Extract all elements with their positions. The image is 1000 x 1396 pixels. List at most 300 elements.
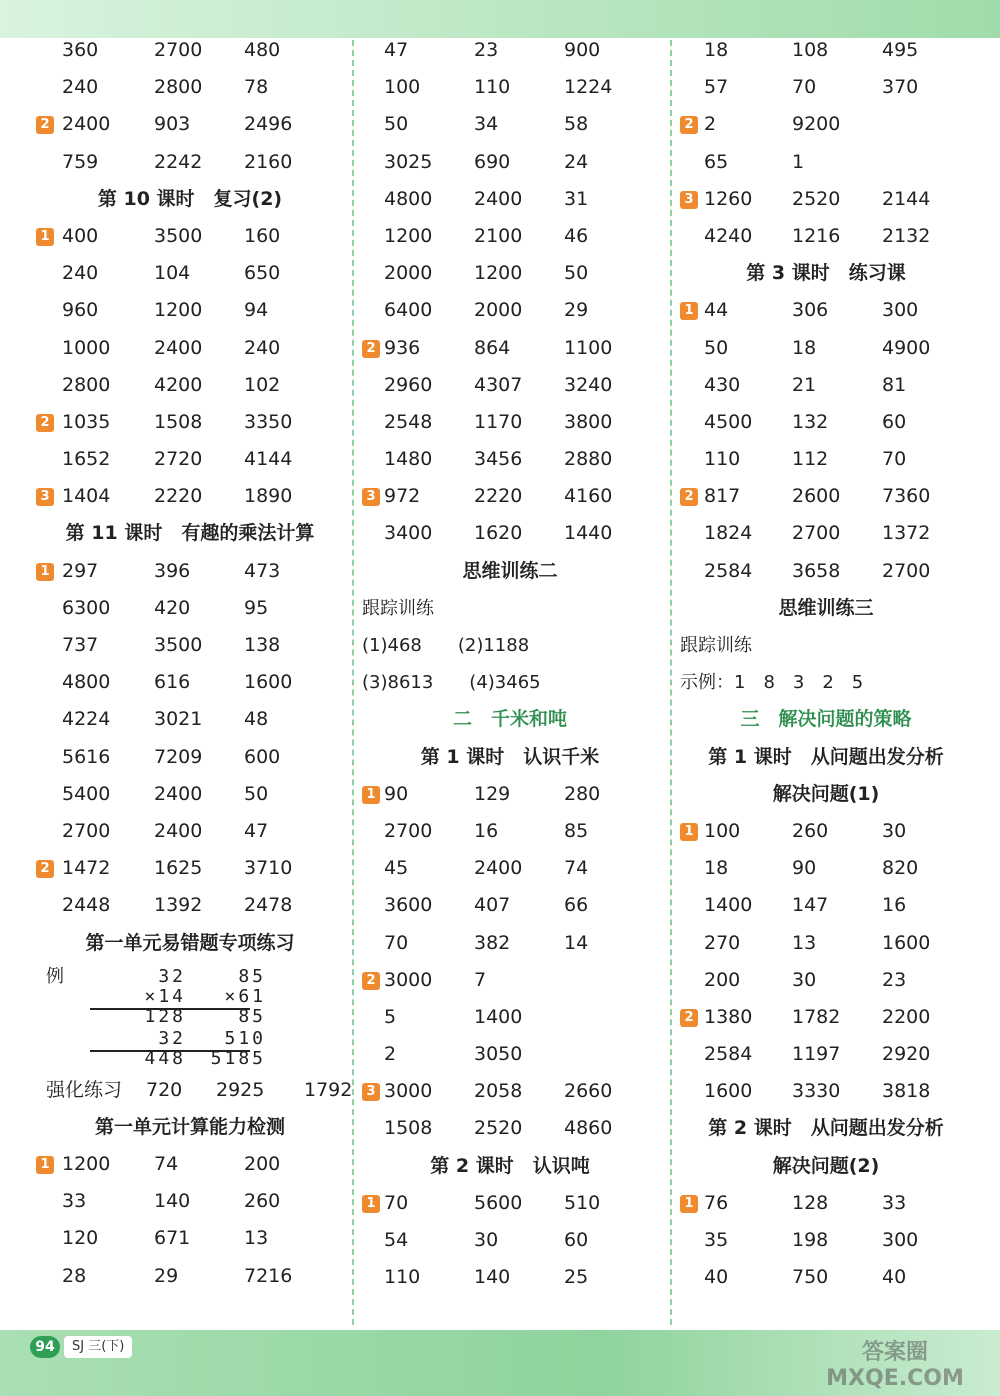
answer-value: 2520 (792, 187, 841, 210)
answer-value: 4307 (474, 373, 523, 396)
answer-value: 100 (704, 819, 741, 842)
answer-value: 2400 (154, 336, 203, 359)
answer-value: 25 (564, 1266, 589, 1289)
answer-value: 1380 (704, 1005, 753, 1028)
answer-value: 110 (384, 1266, 421, 1289)
answer-row (36, 887, 344, 924)
answer-value: 4160 (564, 485, 613, 508)
answer-value: 13 (244, 1227, 269, 1250)
answer-value: 70 (882, 448, 907, 471)
answer-row (36, 441, 344, 478)
answer-value: 370 (882, 76, 919, 99)
answer-value: 300 (882, 299, 919, 322)
answer-row (358, 1036, 662, 1073)
answer-value: 2 (384, 1043, 397, 1066)
answer-row (676, 925, 976, 962)
answer-value: 690 (474, 150, 511, 173)
answer-value: 14 (564, 931, 589, 954)
answer-row (358, 441, 662, 478)
answer-value: 65 (704, 150, 729, 173)
answer-value: 270 (704, 931, 741, 954)
answer-row (676, 218, 976, 255)
answer-value: 100 (384, 76, 421, 99)
answer-value: 750 (792, 1266, 829, 1289)
question-number-badge: 2 (680, 488, 698, 506)
answer-value: 7 (474, 968, 487, 991)
answer-value: 2800 (154, 76, 203, 99)
answer-value: 1472 (62, 857, 111, 880)
answer-value: 7216 (244, 1264, 293, 1287)
answer-value: 50 (244, 782, 269, 805)
answer-row (676, 32, 976, 69)
section-title: 第 2 课时 认识吨 (430, 1154, 590, 1177)
answer-value: 4860 (564, 1117, 613, 1140)
answer-value: 2242 (154, 150, 203, 173)
answer-value: 102 (244, 373, 281, 396)
answer-value: 1600 (244, 671, 293, 694)
answer-row (358, 218, 662, 255)
answer-column-3 (676, 32, 976, 1296)
vertical-multiplication-example (36, 962, 344, 1072)
answer-value: 240 (62, 262, 99, 285)
answer-row (358, 776, 662, 813)
answer-value: 1600 (882, 931, 931, 954)
answer-value: 76 (704, 1191, 729, 1214)
answer-value: 33 (62, 1190, 87, 1213)
answer-value: 200 (244, 1153, 281, 1176)
answer-value: 1200 (474, 262, 523, 285)
answer-value: 396 (154, 559, 191, 582)
question-number-badge: 1 (680, 823, 698, 841)
answer-row (36, 701, 344, 738)
answer-value: 33 (882, 1191, 907, 1214)
answer-row (36, 478, 344, 515)
answer-value: 2700 (882, 559, 931, 582)
answer-value: 2600 (792, 485, 841, 508)
answer-value: 50 (704, 336, 729, 359)
answer-row (358, 330, 662, 367)
answer-row (358, 962, 662, 999)
answer-row (676, 1073, 976, 1110)
answer-value: 1480 (384, 448, 433, 471)
answer-value: 35 (704, 1229, 729, 1251)
answer-value: 1170 (474, 410, 523, 433)
answer-value: 1400 (474, 1005, 523, 1028)
answer-value: 1782 (792, 1005, 841, 1028)
answer-value: 2520 (474, 1117, 523, 1140)
section-title: 解决问题(1) (772, 782, 880, 805)
section-title: 第一单元易错题专项练习 (85, 931, 295, 954)
answer-value: 47 (244, 819, 269, 842)
answer-row (358, 515, 662, 552)
answer-value: 4900 (882, 336, 931, 359)
answer-value: 2700 (154, 39, 203, 61)
answer-value: 30 (882, 819, 907, 842)
answer-value: 360 (62, 39, 99, 61)
answer-value: 1200 (154, 299, 203, 322)
answer-value: 2496 (244, 113, 293, 136)
answer-value: 50 (564, 262, 589, 285)
answer-value: 720 (146, 1078, 183, 1101)
answer-value: 473 (244, 559, 281, 582)
answer-value: 1440 (564, 522, 613, 545)
watermark-line-2: MXQE.COM (826, 1366, 964, 1391)
answer-text: 跟踪训练 (362, 597, 434, 619)
answer-value: 16 (474, 819, 499, 842)
calc-line: ×61 (224, 985, 266, 1007)
question-number-badge: 3 (362, 488, 380, 506)
answer-value: 18 (704, 857, 729, 880)
answer-value: 3400 (384, 522, 433, 545)
answer-value: 4144 (244, 448, 293, 471)
answer-row (36, 367, 344, 404)
answer-row (358, 925, 662, 962)
answer-value: 66 (564, 894, 589, 917)
answer-row (36, 590, 344, 627)
question-number-badge: 2 (36, 116, 54, 134)
answer-value: 2700 (62, 819, 111, 842)
answer-value: 110 (474, 76, 511, 99)
answer-value: 2700 (384, 819, 433, 842)
answer-value: 110 (704, 448, 741, 471)
answer-text: 跟踪训练 (680, 635, 752, 656)
answer-value: 3600 (384, 894, 433, 917)
answer-column-2 (358, 32, 662, 1296)
answer-row (358, 1222, 662, 1259)
answer-value: 104 (154, 262, 191, 285)
answer-row (36, 32, 344, 69)
answer-value: 70 (792, 76, 817, 99)
answer-value: 45 (384, 857, 409, 880)
answer-value: 3350 (244, 410, 293, 433)
answer-value: 3800 (564, 410, 613, 433)
answer-value: 1224 (564, 76, 613, 99)
answer-value: 400 (62, 224, 99, 247)
answer-row (36, 255, 344, 292)
answer-value: 903 (154, 113, 191, 136)
answer-row (36, 1183, 344, 1220)
question-number-badge: 2 (362, 972, 380, 990)
answer-row (358, 292, 662, 329)
calc-rule (170, 1050, 250, 1052)
question-number-badge: 3 (36, 488, 54, 506)
answer-value: 138 (244, 634, 281, 656)
answer-row (36, 1146, 344, 1183)
book-label: SJ 三(下) (64, 1336, 132, 1358)
section-title: 第 10 课时 复习(2) (97, 187, 283, 210)
calc-line: 32 (158, 965, 186, 987)
unit-title: 三 解决问题的策略 (740, 708, 912, 731)
answer-value: 50 (384, 113, 409, 136)
answer-value: 306 (792, 299, 829, 322)
answer-row (36, 553, 344, 590)
answer-row (36, 106, 344, 143)
answer-value: 1824 (704, 522, 753, 545)
answer-value: 260 (244, 1190, 281, 1213)
answer-value: 95 (244, 596, 269, 619)
answer-value: 1260 (704, 187, 753, 210)
answer-value: 7209 (154, 745, 203, 768)
answer-value: 1400 (704, 894, 753, 917)
answer-value: 129 (474, 782, 511, 805)
answer-value: 1100 (564, 336, 613, 359)
answer-value: 2660 (564, 1080, 613, 1103)
answer-value: 30 (792, 968, 817, 991)
answer-row (36, 218, 344, 255)
calc-line: 32 (158, 1027, 186, 1049)
answer-row (36, 404, 344, 441)
answer-value: 1890 (244, 485, 293, 508)
answer-row (358, 887, 662, 924)
answer-value: 5400 (62, 782, 111, 805)
answer-value: 1197 (792, 1043, 841, 1066)
answer-value: 21 (792, 373, 817, 396)
answer-value: 4200 (154, 373, 203, 396)
answer-value: 3500 (154, 224, 203, 247)
answer-row (36, 1258, 344, 1295)
calc-line: 85 (238, 1005, 266, 1027)
answer-row (358, 32, 662, 69)
answer-value: 3025 (384, 150, 433, 173)
question-number-badge: 2 (36, 860, 54, 878)
answer-value: 198 (792, 1229, 829, 1251)
answer-value: 54 (384, 1229, 409, 1251)
answer-value: 4500 (704, 410, 753, 433)
answer-row (358, 144, 662, 181)
answer-value: 1372 (882, 522, 931, 545)
answer-value: 85 (564, 819, 589, 842)
page-number: 94 (30, 1336, 60, 1358)
answer-value: 1200 (384, 224, 433, 247)
answer-value: 1625 (154, 857, 203, 880)
answer-value: 2000 (384, 262, 433, 285)
answer-value: 495 (882, 39, 919, 61)
answer-value: 3021 (154, 708, 203, 731)
practice-label: 强化练习 (46, 1078, 123, 1101)
answer-row (676, 1185, 976, 1222)
answer-row (358, 106, 662, 143)
answer-value: 1200 (62, 1153, 111, 1176)
answer-value: 1620 (474, 522, 523, 545)
answer-value: 58 (564, 113, 589, 136)
answer-row (36, 1220, 344, 1257)
column-divider-1 (352, 40, 354, 1325)
calc-rule (90, 1008, 170, 1010)
answer-value: 407 (474, 894, 511, 917)
answer-value: 2400 (154, 782, 203, 805)
answer-text: (3)8613 (4)3465 (362, 672, 541, 694)
question-number-badge: 1 (680, 1195, 698, 1213)
question-number-badge: 2 (362, 340, 380, 358)
answer-value: 40 (882, 1266, 907, 1289)
answer-value: 40 (704, 1266, 729, 1289)
answer-value: 6300 (62, 596, 111, 619)
question-number-badge: 1 (36, 563, 54, 581)
answer-row (36, 813, 344, 850)
answer-value: 510 (564, 1191, 601, 1214)
answer-row (358, 367, 662, 404)
calc-rule (90, 1050, 170, 1052)
answer-value: 2448 (62, 894, 111, 917)
answer-value: 4800 (62, 671, 111, 694)
answer-row (36, 850, 344, 887)
calc-line: 510 (224, 1027, 266, 1049)
answer-row (36, 330, 344, 367)
answer-value: 2400 (474, 187, 523, 210)
answer-value: 1508 (154, 410, 203, 433)
section-title: 第 2 课时 从问题出发分析 (708, 1117, 944, 1140)
answer-value: 3456 (474, 448, 523, 471)
answer-value: 2100 (474, 224, 523, 247)
answer-value: 820 (882, 857, 919, 880)
answer-value: 1 (792, 150, 805, 173)
answer-value: 48 (244, 708, 269, 731)
answer-value: 1000 (62, 336, 111, 359)
answer-value: 1216 (792, 224, 841, 247)
answer-value: 140 (154, 1190, 191, 1213)
section-title: 第 3 课时 练习课 (746, 262, 906, 285)
answer-row (676, 999, 976, 1036)
answer-row (676, 404, 976, 441)
answer-value: 60 (564, 1229, 589, 1251)
answer-value: 2220 (474, 485, 523, 508)
answer-value: 18 (792, 336, 817, 359)
unit-title: 二 千米和吨 (452, 708, 567, 731)
answer-value: 2880 (564, 448, 613, 471)
answer-value: 74 (564, 857, 589, 880)
answer-value: 29 (154, 1264, 179, 1287)
answer-value: 2720 (154, 448, 203, 471)
answer-value: 46 (564, 224, 589, 247)
answer-value: 900 (564, 39, 601, 61)
answer-value: 280 (564, 782, 601, 805)
answer-value: 30 (474, 1229, 499, 1251)
answer-value: 616 (154, 671, 191, 694)
answer-value: 2058 (474, 1080, 523, 1103)
calc-line: 128 (144, 1005, 186, 1027)
answer-row (36, 1072, 353, 1109)
answer-value: 1652 (62, 448, 111, 471)
answer-row (676, 181, 976, 218)
answer-value: 2220 (154, 485, 203, 508)
answer-row (676, 515, 976, 552)
answer-value: 70 (384, 1191, 409, 1214)
answer-value: 3240 (564, 373, 613, 396)
answer-value: 2584 (704, 1043, 753, 1066)
answer-row (676, 69, 976, 106)
answer-value: 200 (704, 968, 741, 991)
answer-value: 2800 (62, 373, 111, 396)
answer-row (676, 962, 976, 999)
answer-value: 6400 (384, 299, 433, 322)
answer-value: 5 (384, 1005, 397, 1028)
answer-value: 420 (154, 596, 191, 619)
answer-row (358, 478, 662, 515)
answer-value: 260 (792, 819, 829, 842)
answer-row (358, 813, 662, 850)
answer-value: 1600 (704, 1080, 753, 1103)
question-number-badge: 3 (362, 1083, 380, 1101)
answer-value: 132 (792, 410, 829, 433)
answer-value: 5616 (62, 745, 111, 768)
answer-value: 2400 (62, 113, 111, 136)
answer-row (36, 144, 344, 181)
section-title: 第 1 课时 从问题出发分析 (708, 745, 944, 768)
answer-row (36, 664, 344, 701)
answer-value: 2200 (882, 1005, 931, 1028)
question-number-badge: 2 (680, 116, 698, 134)
answer-value: 2478 (244, 894, 293, 917)
answer-value: 70 (384, 931, 409, 954)
column-divider-2 (670, 40, 672, 1325)
calc-line: 85 (238, 965, 266, 987)
question-number-badge: 2 (36, 414, 54, 432)
answer-row (358, 1259, 662, 1296)
answer-row (358, 181, 662, 218)
answer-value: 3000 (384, 1080, 433, 1103)
answer-value: 2144 (882, 187, 931, 210)
answer-value: 94 (244, 299, 269, 322)
answer-row (358, 255, 662, 292)
answer-row (358, 69, 662, 106)
answer-value: 936 (384, 336, 421, 359)
answer-value: 9200 (792, 113, 841, 136)
answer-value: 2160 (244, 150, 293, 173)
answer-row (676, 441, 976, 478)
answer-value: 57 (704, 76, 729, 99)
answer-value: 47 (384, 39, 409, 61)
answer-value: 737 (62, 634, 99, 656)
answer-value: 3000 (384, 968, 433, 991)
answer-row (676, 887, 976, 924)
answer-value: 3330 (792, 1080, 841, 1103)
watermark (800, 1340, 990, 1392)
answer-value: 160 (244, 224, 281, 247)
answer-value: 3658 (792, 559, 841, 582)
answer-row (676, 1036, 976, 1073)
answer-value: 2000 (474, 299, 523, 322)
answer-value: 2584 (704, 559, 753, 582)
answer-value: 1392 (154, 894, 203, 917)
answer-text: 示例：1 8 3 2 5 (680, 672, 864, 694)
answer-value: 2700 (792, 522, 841, 545)
answer-row (676, 144, 976, 181)
answer-row (358, 1185, 662, 1222)
answer-row (358, 1110, 662, 1147)
calc-line: ×14 (144, 985, 186, 1007)
question-number-badge: 1 (36, 1156, 54, 1174)
answer-value: 480 (244, 39, 281, 61)
question-number-badge: 1 (36, 228, 54, 246)
answer-value: 44 (704, 299, 729, 322)
answer-value: 112 (792, 448, 829, 471)
answer-value: 240 (62, 76, 99, 99)
question-number-badge: 1 (362, 1195, 380, 1213)
answer-value: 430 (704, 373, 741, 396)
answer-row (358, 1073, 662, 1110)
answer-value: 34 (474, 113, 499, 136)
answer-row (676, 106, 976, 143)
answer-text: (1)468 (2)1188 (362, 635, 530, 656)
answer-value: 31 (564, 187, 589, 210)
section-title: 第一单元计算能力检测 (94, 1115, 285, 1138)
answer-row (676, 1222, 976, 1259)
answer-value: 297 (62, 559, 99, 582)
answer-value: 24 (564, 150, 589, 173)
answer-row (36, 69, 344, 106)
answer-value: 600 (244, 745, 281, 768)
answer-row (676, 850, 976, 887)
